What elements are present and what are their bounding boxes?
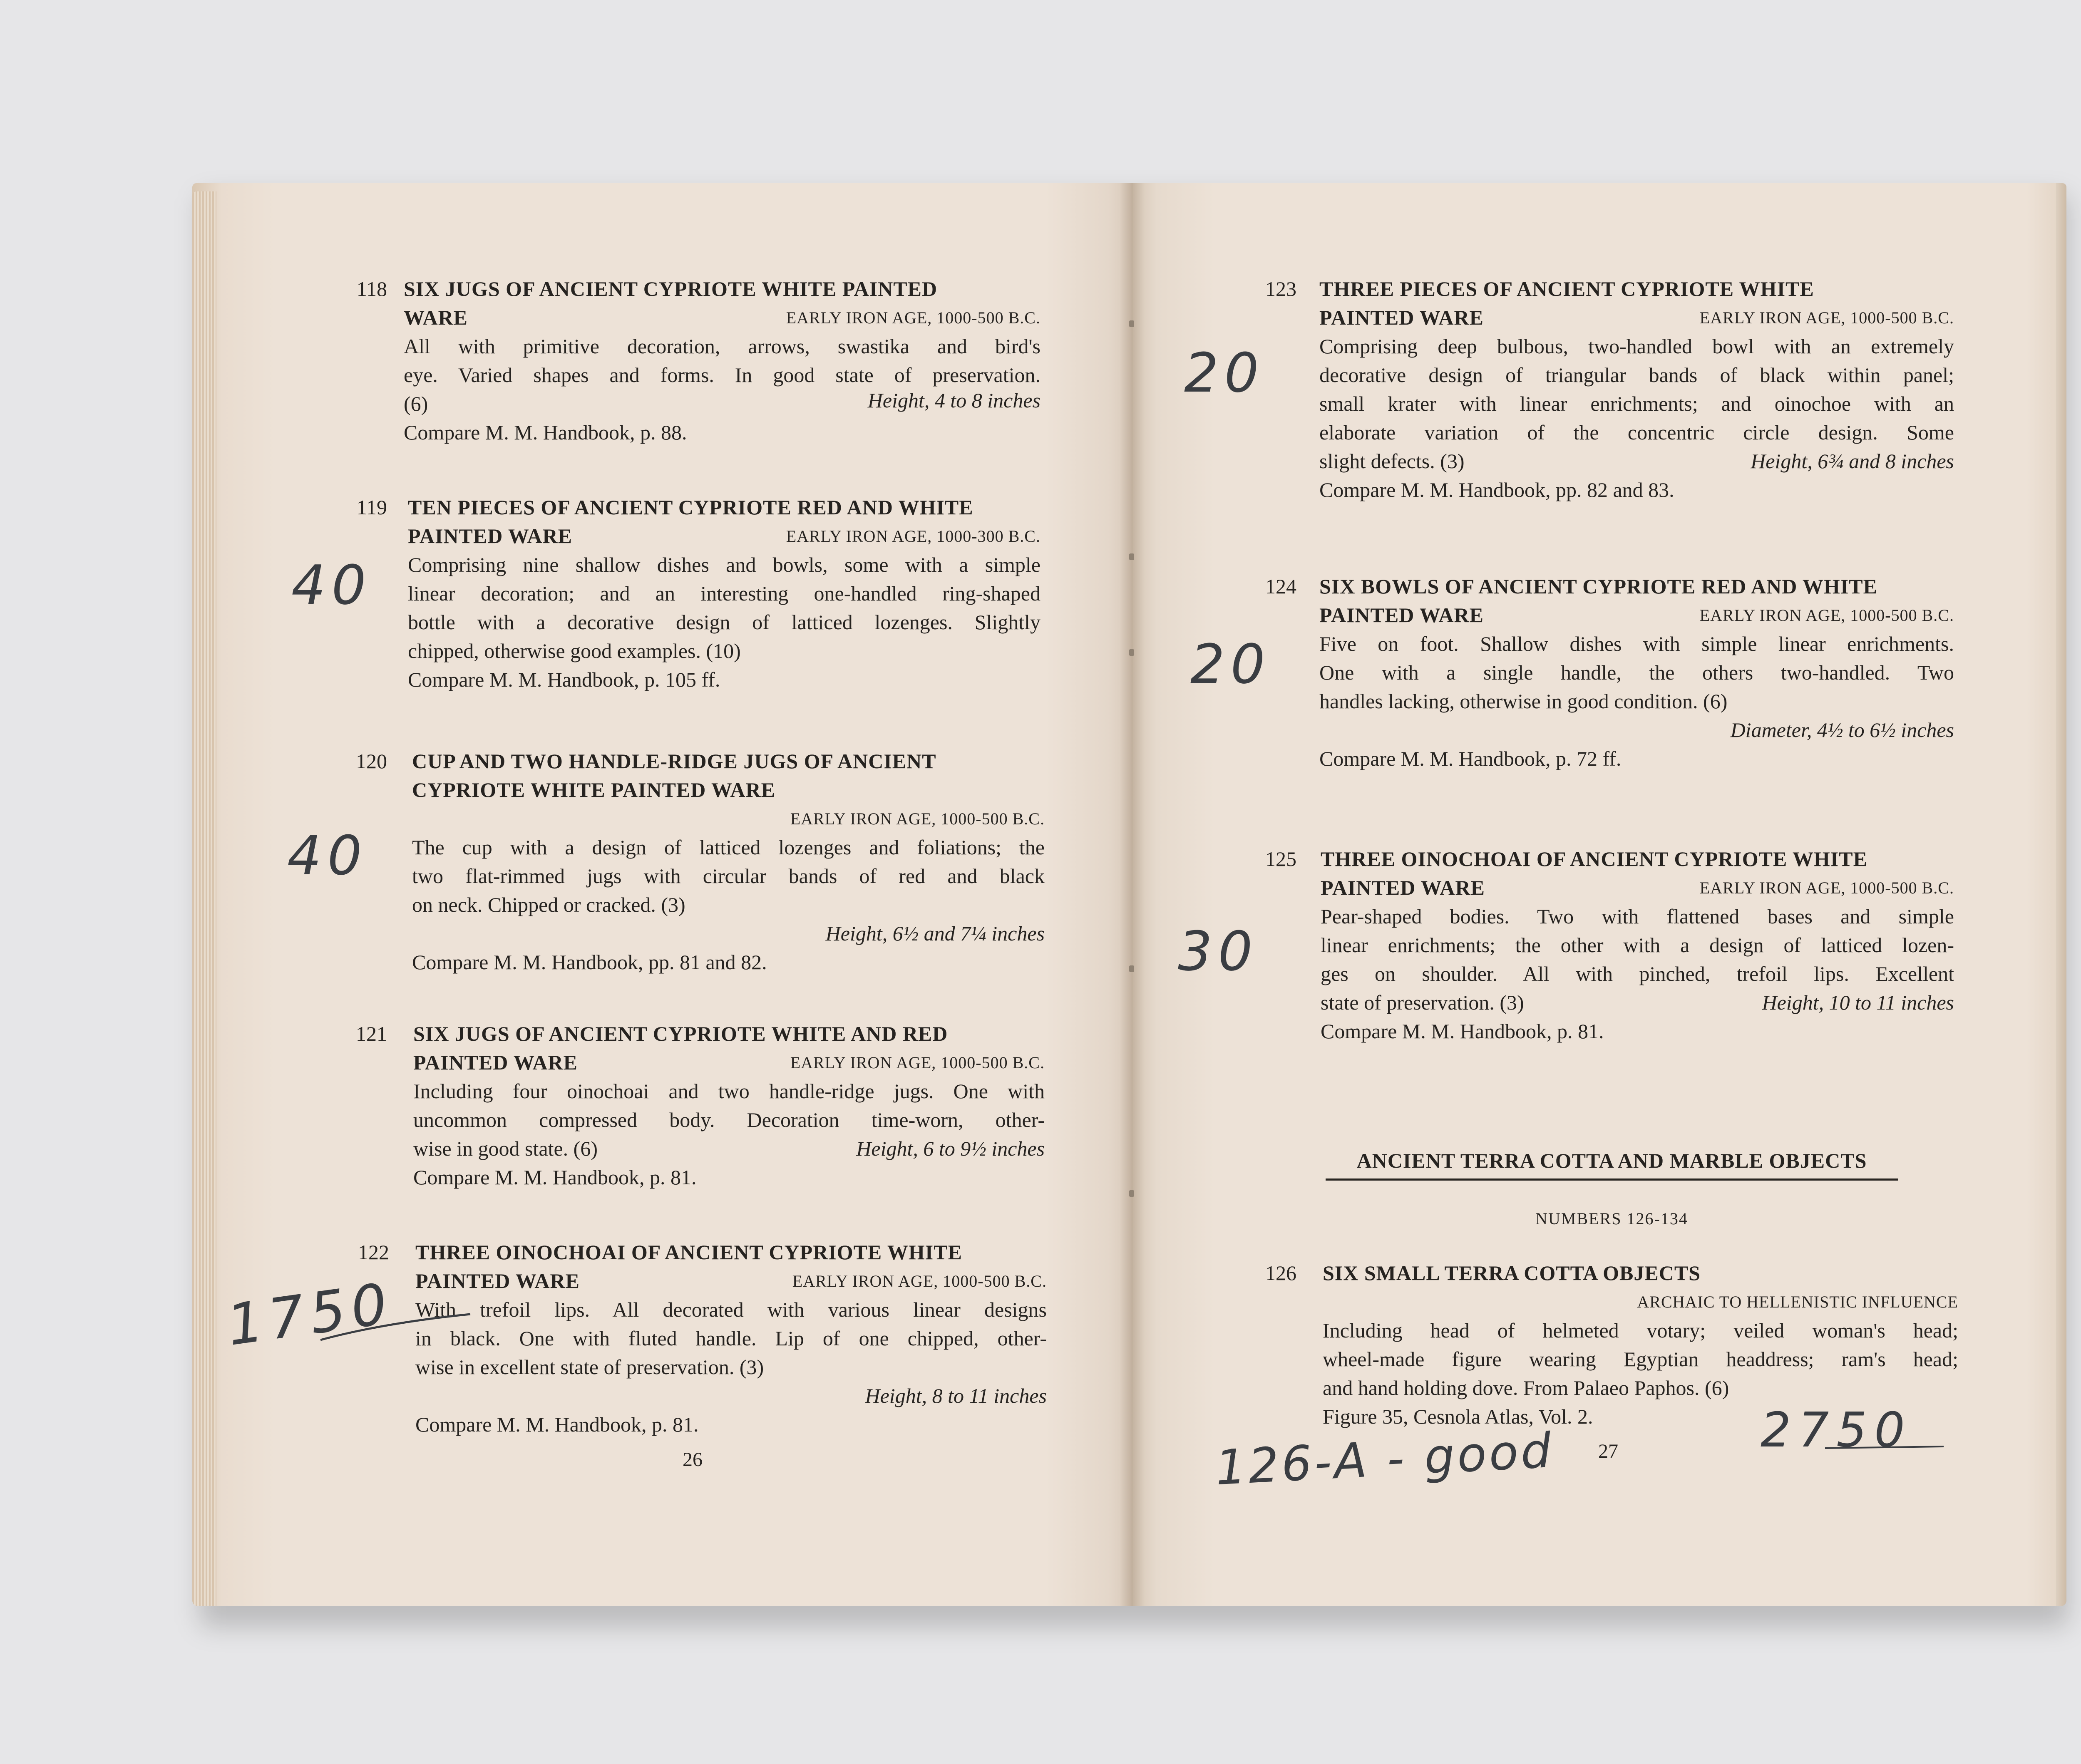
lot-description: The cup with a design of latticed lozenges and foliations; the <box>412 836 1045 859</box>
lot-reference: Figure 35, Cesnola Atlas, Vol. 2. <box>1323 1405 1593 1428</box>
lot-number: 122 <box>358 1241 389 1264</box>
lot-period: EARLY IRON AGE, 1000-500 B.C. <box>1699 606 1954 625</box>
lot-title: CUP AND TWO HANDLE-RIDGE JUGS OF ANCIENT <box>412 749 936 773</box>
lot-description: linear enrichments; the other with a design of latticed lozen- <box>1321 933 1954 957</box>
lot-title-row <box>415 1267 1047 1295</box>
handwritten-price: 20 <box>1190 633 1271 696</box>
lot-title: PAINTED WARE <box>1319 306 1484 329</box>
page-number: 27 <box>1598 1440 1618 1462</box>
lot-description: elaborate variation of the concentric circle design. Some <box>1319 421 1954 444</box>
lot-period-row <box>412 804 1045 833</box>
lot-title: TEN PIECES OF ANCIENT CYPRIOTE RED AND WHITE <box>408 496 973 519</box>
binding-stitch <box>1129 965 1134 972</box>
lot-description: All with primitive decoration, arrows, swastika and bird's <box>404 335 1040 358</box>
lot-dimensions: Height, 4 to 8 inches <box>867 389 1040 412</box>
lot-description: linear decoration; and an interesting one-handled ring-shaped <box>408 582 1040 605</box>
lot-number: 119 <box>356 496 387 519</box>
lot-number: 125 <box>1265 847 1296 871</box>
lot-reference: Compare M. M. Handbook, pp. 82 and 83. <box>1319 478 1674 501</box>
lot-dimensions-row <box>415 1382 1047 1410</box>
right-page-edge <box>2056 183 2066 1606</box>
lot-dimensions: Height, 6 to 9½ inches <box>856 1137 1045 1160</box>
lot-count: (6) <box>404 392 428 415</box>
lot-description: decorative design of triangular bands of black within panel; <box>1319 363 1954 387</box>
lot-dimensions-row <box>412 919 1045 948</box>
lot-description: One with a single handle, the others two-handled. Two <box>1319 661 1954 684</box>
lot-title-row <box>413 1048 1045 1077</box>
lot-description: Including four oinochoai and two handle-ridge jugs. One with <box>413 1079 1045 1103</box>
lot-title-row <box>1319 303 1954 332</box>
lot-count-row <box>1319 447 1954 476</box>
lot-description: Including head of helmeted votary; veiled woman's head; <box>1323 1319 1958 1342</box>
lot-description: bottle with a decorative design of latticed lozenges. Slightly <box>408 610 1040 634</box>
lot-number: 120 <box>356 749 387 773</box>
lot-description: uncommon compressed body. Decoration time-worn, other- <box>413 1108 1045 1131</box>
lot-description: on neck. Chipped or cracked. (3) <box>412 893 685 916</box>
lot-dimensions: Height, 6½ and 7¼ inches <box>825 922 1045 945</box>
lot-title: SIX BOWLS OF ANCIENT CYPRIOTE RED AND WHITE <box>1319 575 1877 598</box>
lot-title-row <box>408 522 1040 551</box>
handwritten-price: 20 <box>1184 341 1265 404</box>
lot-period: EARLY IRON AGE, 1000-300 B.C. <box>786 527 1040 546</box>
lot-period: EARLY IRON AGE, 1000-500 B.C. <box>1699 308 1954 327</box>
lot-description: two flat-rimmed jugs with circular bands of red and black <box>412 864 1045 888</box>
lot-number: 121 <box>356 1022 387 1045</box>
lot-reference: Compare M. M. Handbook, p. 81. <box>413 1166 697 1189</box>
lot-reference: Compare M. M. Handbook, p. 105 ff. <box>408 668 720 691</box>
lot-description: in black. One with fluted handle. Lip of one chipped, other- <box>415 1327 1047 1350</box>
lot-description: handles lacking, otherwise in good condition. (6) <box>1319 690 1728 713</box>
lot-title: CYPRIOTE WHITE PAINTED WARE <box>412 778 775 801</box>
lot-dimensions-row <box>1319 716 1954 744</box>
page-edges <box>192 191 216 1606</box>
handwritten-price: 2750 <box>1761 1402 1912 1458</box>
lot-reference: Compare M. M. Handbook, p. 88. <box>404 421 687 444</box>
lot-count-row <box>404 390 1040 418</box>
lot-description: With trefoil lips. All decorated with various linear designs <box>415 1298 1047 1321</box>
lot-description: Five on foot. Shallow dishes with simple linear enrichments. <box>1319 632 1954 655</box>
lot-period: EARLY IRON AGE, 1000-500 B.C. <box>1699 878 1954 897</box>
lot-number: 123 <box>1265 277 1296 300</box>
lot-period: EARLY IRON AGE, 1000-500 B.C. <box>790 1053 1045 1072</box>
lot-title: THREE OINOCHOAI OF ANCIENT CYPRIOTE WHITE <box>415 1241 962 1264</box>
lot-title-row <box>1321 873 1954 902</box>
lot-title: SIX JUGS OF ANCIENT CYPRIOTE WHITE AND RED <box>413 1022 948 1045</box>
lot-description: ges on shoulder. All with pinched, trefoil lips. Excellent <box>1321 962 1954 985</box>
lot-dimensions: Height, 8 to 11 inches <box>865 1384 1047 1407</box>
pencil-stroke <box>316 1311 474 1348</box>
lot-description: Comprising deep bulbous, two-handled bowl with an extremely <box>1319 335 1954 358</box>
handwritten-price: 1750 <box>223 1270 397 1359</box>
lot-title: WARE <box>404 306 468 329</box>
lot-title: PAINTED WARE <box>413 1051 578 1074</box>
lot-title-row <box>1319 601 1954 630</box>
lot-reference: Compare M. M. Handbook, p. 72 ff. <box>1319 747 1622 770</box>
handwritten-price: 30 <box>1178 920 1259 983</box>
lot-title: THREE PIECES OF ANCIENT CYPRIOTE WHITE <box>1319 277 1814 300</box>
lot-reference: Compare M. M. Handbook, p. 81. <box>1321 1020 1604 1043</box>
lot-number: 126 <box>1265 1261 1296 1285</box>
lot-count-row <box>413 1134 1045 1163</box>
lot-number: 124 <box>1265 575 1296 598</box>
page-number: 26 <box>683 1449 703 1471</box>
lot-period: EARLY IRON AGE, 1000-500 B.C. <box>786 308 1040 327</box>
lot-description: Comprising nine shallow dishes and bowls, some with a simple <box>408 553 1040 576</box>
lot-description: slight defects. (3) <box>1319 449 1465 473</box>
lot-title: SIX JUGS OF ANCIENT CYPRIOTE WHITE PAINTED <box>404 277 938 300</box>
handwritten-note: 126-A - good <box>1214 1422 1555 1496</box>
lot-description: small krater with linear enrichments; and oinochoe with an <box>1319 392 1954 415</box>
handwritten-price: 40 <box>291 553 372 617</box>
pencil-stroke <box>1823 1444 1948 1452</box>
binding-gutter <box>1120 183 1145 1606</box>
lot-title: SIX SMALL TERRA COTTA OBJECTS <box>1323 1261 1701 1285</box>
lot-description: wise in excellent state of preservation. (3) <box>415 1355 764 1379</box>
lot-reference: Compare M. M. Handbook, p. 81. <box>415 1413 699 1436</box>
lot-description: eye. Varied shapes and forms. In good state of preservation. <box>404 363 1040 387</box>
lot-dimensions: Diameter, 4½ to 6½ inches <box>1730 718 1954 742</box>
lot-period: ARCHAIC TO HELLENISTIC INFLUENCE <box>1637 1293 1958 1311</box>
lot-title: PAINTED WARE <box>1321 876 1485 899</box>
lot-dimensions: Height, 6¾ and 8 inches <box>1751 449 1954 473</box>
binding-stitch <box>1129 1190 1134 1197</box>
lot-description: wise in good state. (6) <box>413 1137 598 1160</box>
lot-count-row <box>1321 988 1954 1017</box>
lot-reference: Compare M. M. Handbook, pp. 81 and 82. <box>412 950 767 974</box>
section-heading: ANCIENT TERRA COTTA AND MARBLE OBJECTS <box>1326 1149 1898 1181</box>
binding-stitch <box>1129 553 1134 560</box>
lot-period: EARLY IRON AGE, 1000-500 B.C. <box>792 1272 1047 1290</box>
lot-title: PAINTED WARE <box>415 1269 580 1293</box>
lot-period: EARLY IRON AGE, 1000-500 B.C. <box>790 809 1045 828</box>
lot-description: state of preservation. (3) <box>1321 991 1524 1014</box>
lot-description: and hand holding dove. From Palaeo Paphos. (6) <box>1323 1376 1729 1399</box>
section-subheading: NUMBERS 126-134 <box>1535 1209 1688 1228</box>
lot-title: THREE OINOCHOAI OF ANCIENT CYPRIOTE WHITE <box>1321 847 1867 871</box>
lot-title: PAINTED WARE <box>1319 603 1484 627</box>
binding-stitch <box>1129 320 1134 327</box>
lot-period-row <box>1323 1288 1958 1316</box>
lot-dimensions: Height, 10 to 11 inches <box>1762 991 1954 1014</box>
lot-description: wheel-made figure wearing Egyptian headdress; ram's head; <box>1323 1347 1958 1371</box>
lot-description: Pear-shaped bodies. Two with flattened bases and simple <box>1321 905 1954 928</box>
lot-description: chipped, otherwise good examples. (10) <box>408 639 741 662</box>
binding-stitch <box>1129 649 1134 656</box>
handwritten-price: 40 <box>287 824 368 887</box>
lot-title: PAINTED WARE <box>408 524 572 548</box>
lot-title-row <box>404 303 1040 332</box>
lot-number: 118 <box>356 277 387 300</box>
